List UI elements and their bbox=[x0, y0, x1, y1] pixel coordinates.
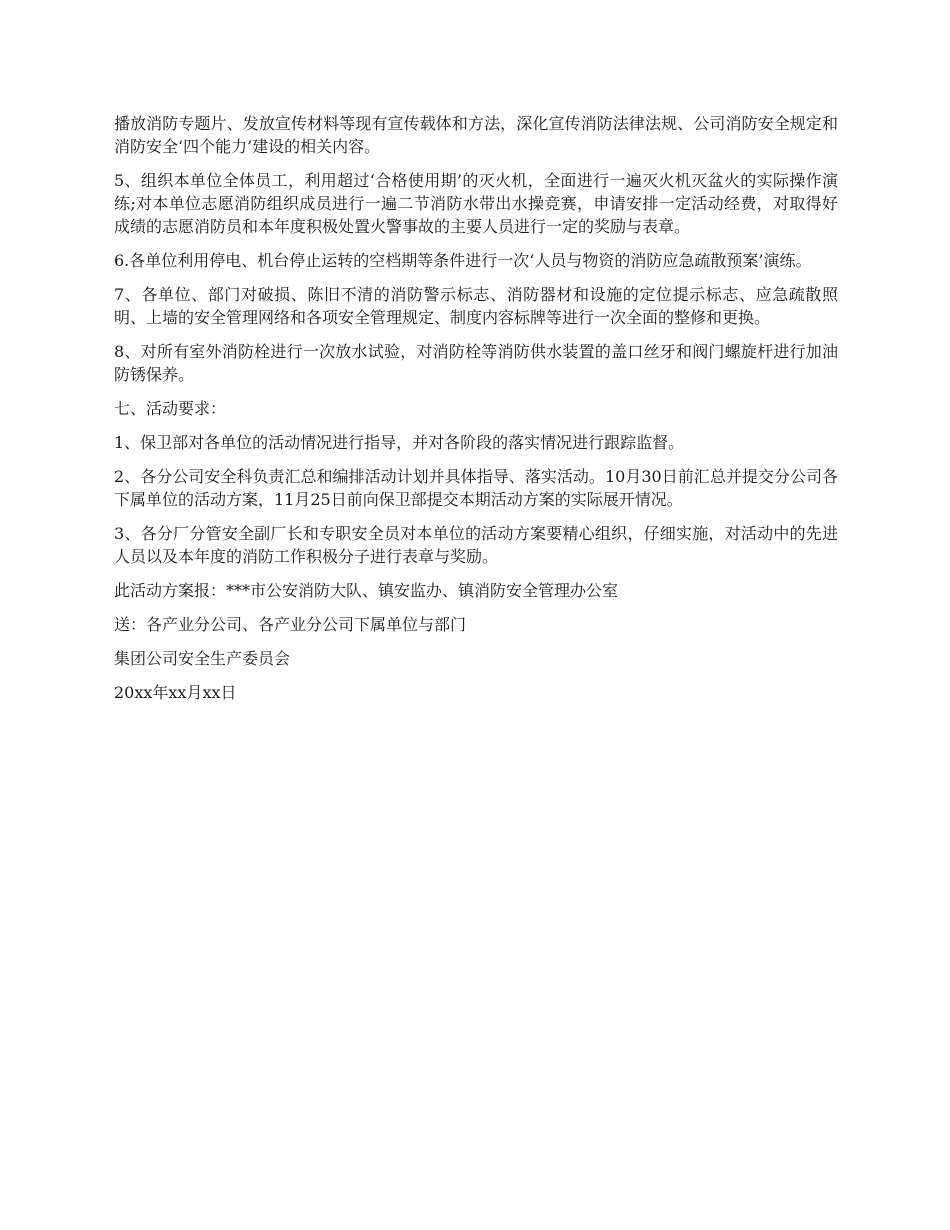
paragraph-item-8-hydrant: 8、对所有室外消防栓进行一次放水试验，对消防栓等消防供水装置的盖口丝牙和阀门螺旋杆进行加油防锈保养。 bbox=[114, 342, 838, 384]
report-to-line: 此活动方案报：***市公安消防大队、镇安监办、镇消防安全管理办公室 bbox=[114, 581, 619, 600]
paragraph-requirement-2: 2、各分公司安全科负责汇总和编排活动计划并具体指导、落实活动。10月30日前汇总并提交分公司各下属单位的活动方案，11月25日前向保卫部提交本期活动方案的实际展开情况。 bbox=[114, 467, 838, 509]
paragraph-item-7-signage: 7、各单位、部门对破损、陈旧不清的消防警示标志、消防器材和设施的定位提示标志、应急疏散照明、上墙的安全管理网络和各项安全管理规定、制度内容标牌等进行一次全面的整修和更换。 bbox=[114, 285, 838, 327]
issuer-signature: 集团公司安全生产委员会 bbox=[114, 649, 291, 668]
paragraph-publicity-content: 播放消防专题片、发放宣传材料等现有宣传载体和方法，深化宣传消防法律法规、公司消防安全规定和消防安全‘四个能力’建设的相关内容。 bbox=[114, 114, 838, 156]
paragraph-item-6-evacuation: 6.各单位利用停电、机台停止运转的空档期等条件进行一次‘人员与物资的消防应急疏散预案’演练。 bbox=[114, 251, 812, 270]
document-body bbox=[114, 112, 838, 715]
paragraph-requirement-1: 1、保卫部对各单位的活动情况进行指导，并对各阶段的落实情况进行跟踪监督。 bbox=[114, 433, 685, 452]
paragraph-requirement-3: 3、各分厂分管安全副厂长和专职安全员对本单位的活动方案要精心组织，仔细实施，对活动中的先进人员以及本年度的消防工作积极分子进行表章与奖励。 bbox=[114, 524, 838, 566]
send-to-line: 送：各产业分公司、各产业分公司下属单位与部门 bbox=[114, 615, 467, 634]
document-date: 20xx年xx月xx日 bbox=[114, 683, 237, 702]
paragraph-item-5-drill: 5、组织本单位全体员工，利用超过‘合格使用期’的灭火机，全面进行一遍灭火机灭盆火的实际操作演练;对本单位志愿消防组织成员进行一遍二节消防水带出水操竞赛，申请安排一定活动经费，对取得好成绩的志愿消防员和本年度积极处置火警事故的主要人员进行一定的奖励与表章。 bbox=[114, 171, 838, 236]
section-heading-requirements: 七、活动要求： bbox=[114, 399, 227, 418]
